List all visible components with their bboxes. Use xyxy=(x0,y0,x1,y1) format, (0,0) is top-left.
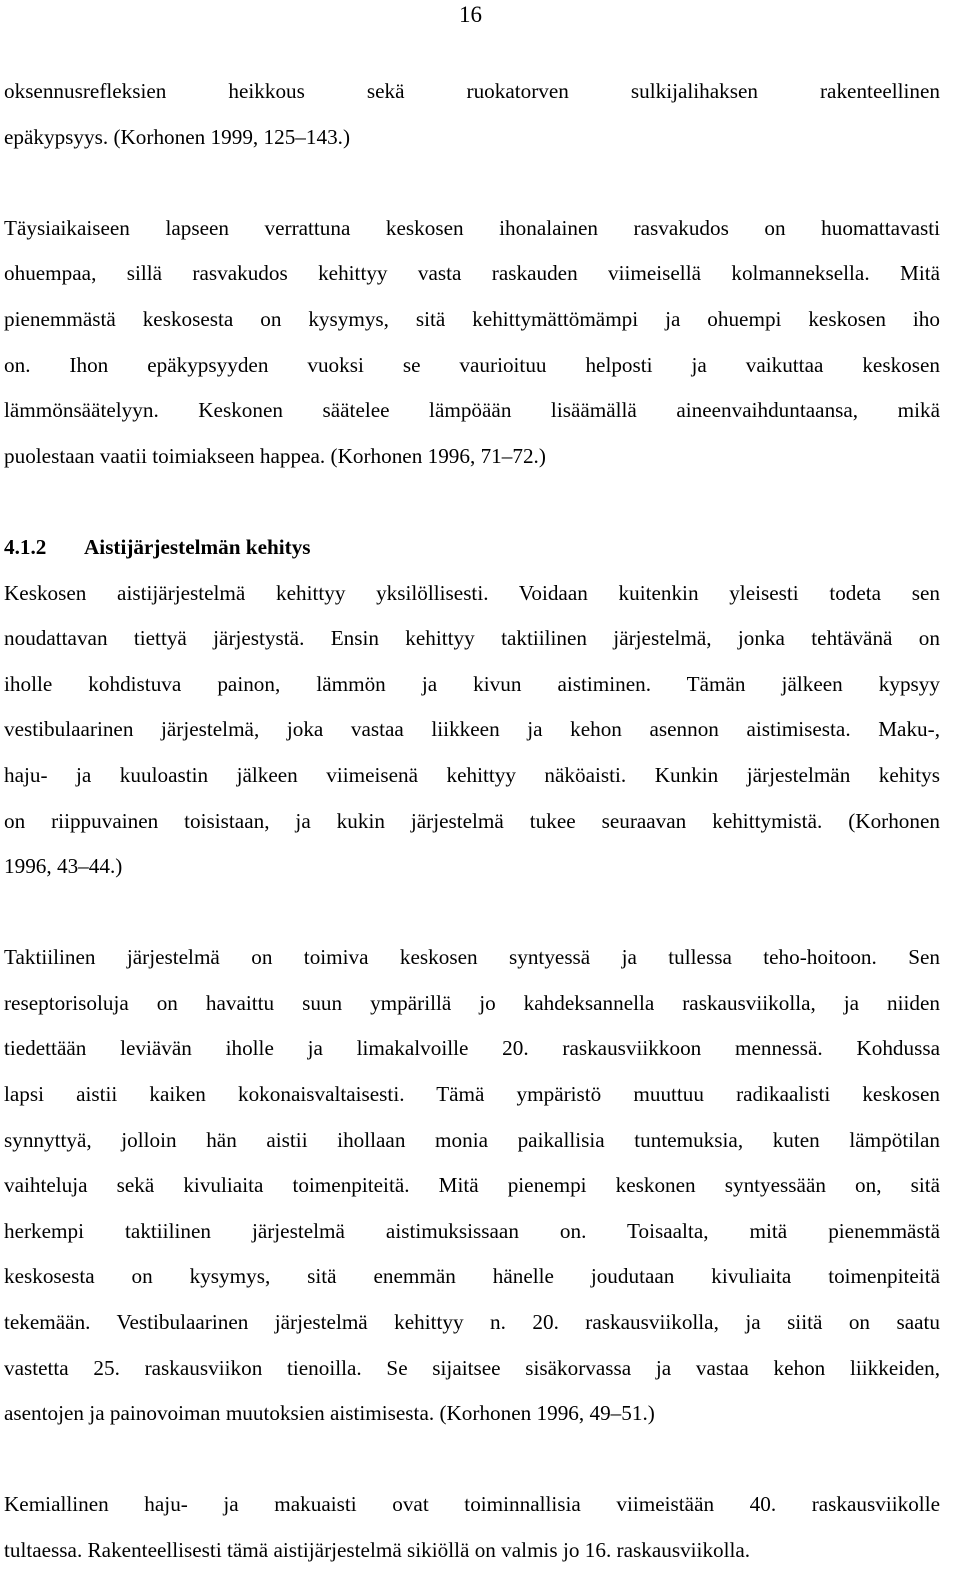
text-line: tultaessa. Rakenteellisesti tämä aistijärjestelmä sikiöllä on valmis jo 16. raskausviikolla. xyxy=(4,1538,751,1562)
text-line: Keskosen aistijärjestelmä kehittyy yksilöllisesti. Voidaan kuitenkin yleisesti todeta sen xyxy=(4,580,940,605)
document-body xyxy=(4,69,940,1574)
text-line: tekemään. Vestibulaarinen järjestelmä kehittyy n. 20. raskausviikolla, ja siitä on saatu xyxy=(4,1310,940,1335)
paragraph xyxy=(4,69,940,160)
text-line: ohuempaa, sillä rasvakudos kehittyy vasta raskauden viimeisellä kolmanneksella. Mitä xyxy=(4,261,940,286)
text-line: noudattavan tiettyä järjestystä. Ensin kehittyy taktiilinen järjestelmä, jonka tehtävänä on xyxy=(4,626,940,651)
text-line: puolestaan vaatii toimiakseen happea. (Korhonen 1996, 71–72.) xyxy=(4,443,546,468)
text-line: 1996, 43–44.) xyxy=(4,854,123,879)
text-line: synnyttyä, jolloin hän aistii ihollaan monia paikallisia tuntemuksia, kuten lämpötilan xyxy=(4,1127,940,1152)
text-line: tiedettään leviävän iholle ja limakalvoille 20. raskausviikkoon mennessä. Kohdussa xyxy=(4,1036,940,1061)
text-line: asentojen ja painovoiman muutoksien aistimisesta. (Korhonen 1996, 49–51.) xyxy=(4,1401,655,1426)
text-line: oksennusrefleksien heikkous sekä ruokatorven sulkijalihaksen rakenteellinen xyxy=(4,79,940,103)
section-title: Aistijärjestelmän kehitys xyxy=(84,534,311,559)
text-line: herkempi taktiilinen järjestelmä aistimuksissaan on. Toisaalta, mitä pienemmästä xyxy=(4,1218,940,1243)
text-line: pienemmästä keskosesta on kysymys, sitä kehittymättömämpi ja ohuempi keskosen iho xyxy=(4,306,940,331)
paragraph xyxy=(4,1482,940,1573)
text-line: vestibulaarinen järjestelmä, joka vastaa liikkeen ja kehon asennon aistimisesta. Maku-, xyxy=(4,717,940,742)
text-line: lämmönsäätelyyn. Keskonen säätelee lämpöään lisäämällä aineenvaihduntaansa, mikä xyxy=(4,398,940,423)
paragraph-gap xyxy=(4,160,940,206)
text-line: Taktiilinen järjestelmä on toimiva keskosen syntyessä ja tullessa teho-hoitoon. Sen xyxy=(4,945,940,970)
text-line: Kemiallinen haju- ja makuaisti ovat toiminnallisia viimeistään 40. raskausviikolle xyxy=(4,1492,940,1517)
text-line: haju- ja kuuloastin jälkeen viimeisenä kehittyy näköaisti. Kunkin järjestelmän kehitys xyxy=(4,762,940,787)
paragraph xyxy=(4,206,940,480)
section-heading xyxy=(4,525,940,571)
text-line: on riippuvainen toisistaan, ja kukin järjestelmä tukee seuraavan kehittymistä. (Korhonen xyxy=(4,808,940,833)
text-line: lapsi aistii kaiken kokonaisvaltaisesti. Tämä ympäristö muuttuu radikaalisti keskosen xyxy=(4,1082,940,1107)
page-number: 16 xyxy=(459,2,482,27)
paragraph-gap xyxy=(4,1437,940,1483)
paragraph xyxy=(4,571,940,890)
text-line: keskosesta on kysymys, sitä enemmän hänelle joudutaan kivuliaita toimenpiteitä xyxy=(4,1264,940,1289)
text-line: reseptorisoluja on havaittu suun ympärillä jo kahdeksannella raskausviikolla, ja niiden xyxy=(4,990,940,1015)
section-number: 4.1.2 xyxy=(4,534,47,559)
text-line: epäkypsyys. (Korhonen 1999, 125–143.) xyxy=(4,124,351,149)
text-line: vastetta 25. raskausviikon tienoilla. Se sijaitsee sisäkorvassa ja vastaa kehon liikkeiden, xyxy=(4,1355,940,1380)
text-line: vaihteluja sekä kivuliaita toimenpiteitä. Mitä pienempi keskonen syntyessään on, sitä xyxy=(4,1173,940,1198)
paragraph xyxy=(4,935,940,1437)
paragraph-gap xyxy=(4,890,940,936)
text-line: on. Ihon epäkypsyyden vuoksi se vaurioituu helposti ja vaikuttaa keskosen xyxy=(4,352,940,377)
paragraph-gap xyxy=(4,479,940,525)
text-line: iholle kohdistuva painon, lämmön ja kivun aistiminen. Tämän jälkeen kypsyy xyxy=(4,671,940,696)
text-line: Täysiaikaiseen lapseen verrattuna keskosen ihonalainen rasvakudos on huomattavasti xyxy=(4,215,940,240)
